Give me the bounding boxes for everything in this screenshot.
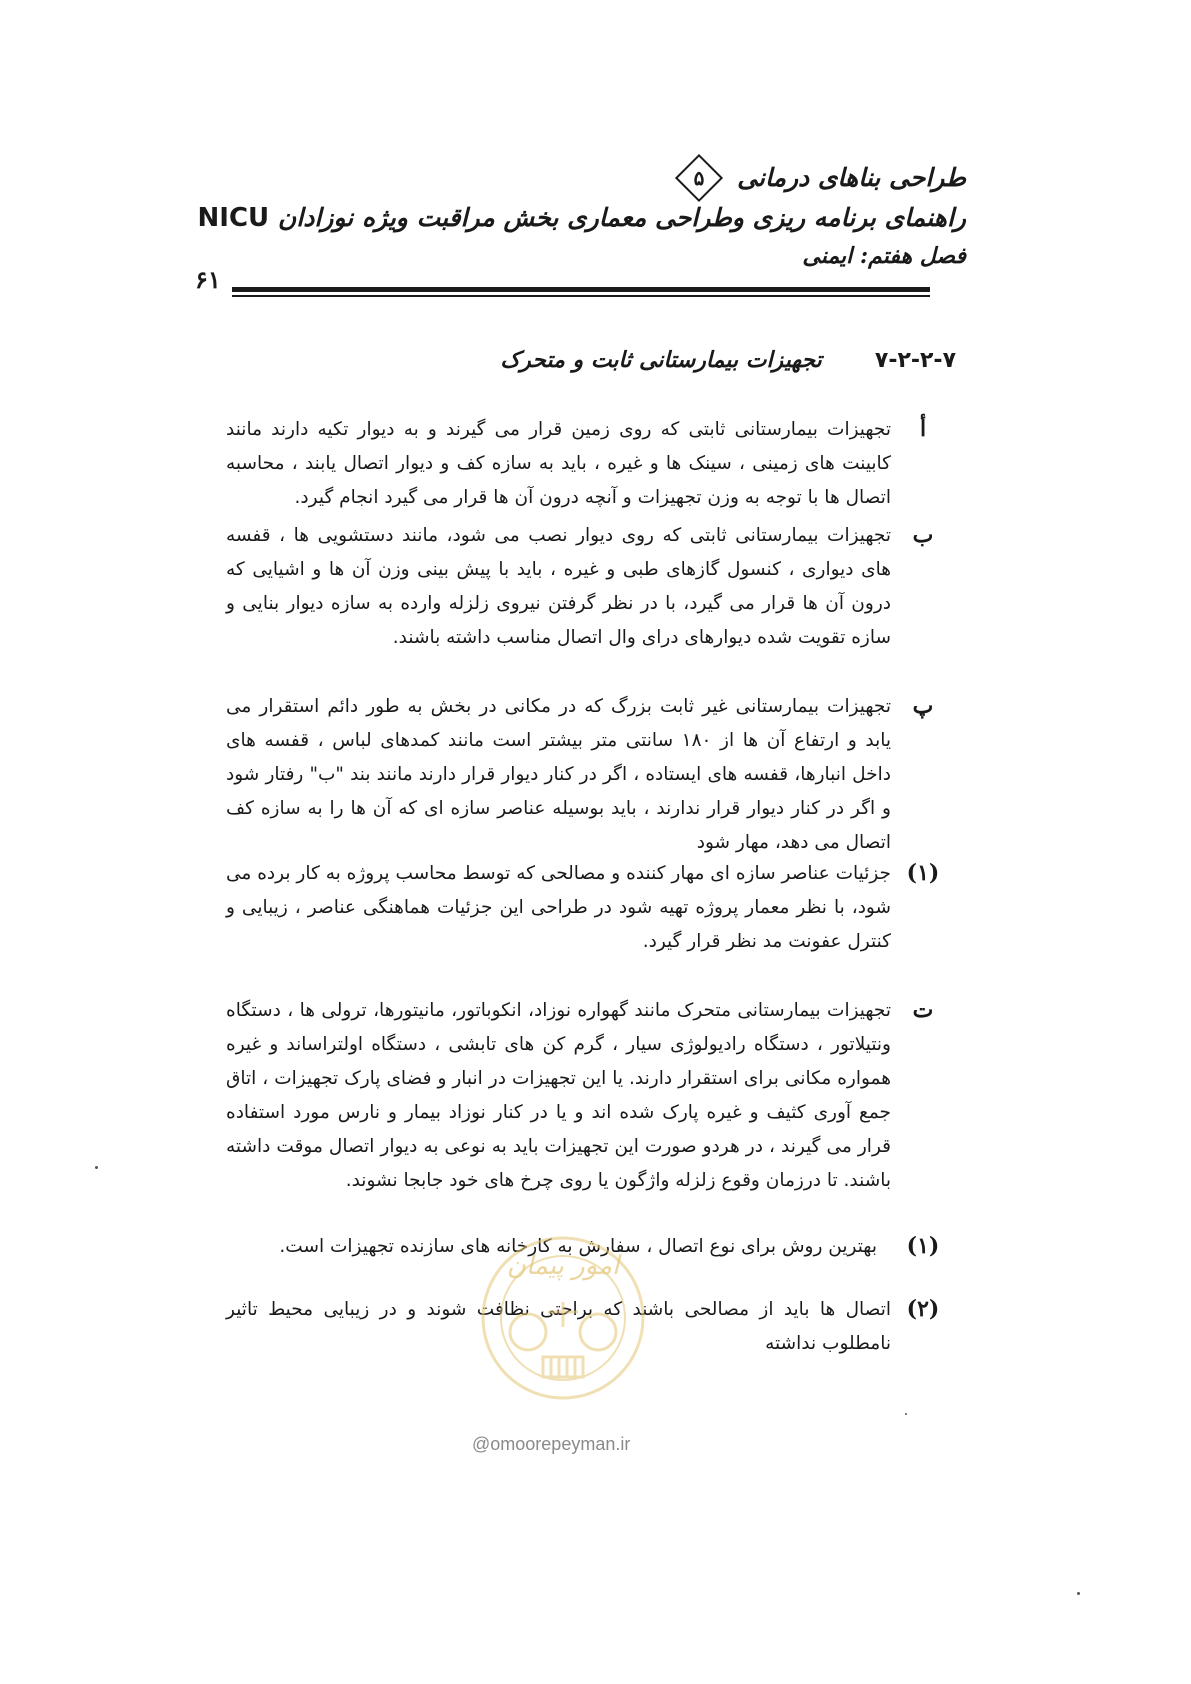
book-subtitle: راهنمای برنامه ریزی وطراحی معماری بخش مراقبت ویژه نوزادان — [277, 202, 966, 232]
paragraph-text: تجهیزات بیمارستانی غیر ثابت بزرگ که در مکانی در بخش به طور دائم استقرار می یابد و ارتفاع آن ها از ۱۸۰ سانتی متر بیشتر است مانند کمدهای لباس ، قفسه های داخل انبارها، قفسه های ایستاده ، اگر در کنار دیوار قرار دارند مانند بند "ب" رفتار شود و اگر در کنار دیوار قرار ندارند ، باید بوسیله عناصر سازه ای که آن ها را به سازه کف اتصال می دهد، مهار شود — [226, 696, 892, 853]
scales-icon — [548, 1302, 578, 1327]
item-marker: (۲) — [906, 1296, 940, 1322]
paragraph-item — [226, 690, 934, 860]
section-heading — [236, 347, 956, 373]
header-rule-thin — [232, 295, 930, 297]
paragraph-item — [226, 519, 934, 655]
series-title-line — [66, 162, 966, 197]
paragraph-text: اتصال ها باید از مصالحی باشند که براحتی نظافت شوند و در زیبایی محیط تاثیر نامطلوب نداشته — [226, 1299, 891, 1354]
paragraph-text: تجهیزات بیمارستانی ثابتی که روی زمین قرار می گیرند و به دیوار تکیه دارند مانند کابینت های زمینی ، سینک ها و غیره ، باید به سازه کف و دیوار اتصال یابند ، محاسبه اتصال ها با توجه به وزن تجهیزات و آنچه درون آن ها قرار می گیرد انجام گیرد. — [226, 419, 891, 508]
paragraph-text: تجهیزات بیمارستانی متحرک مانند گهواره نوزاد، انکوباتور، مانیتورها، ترولی ها ، دستگاه ونتیلاتور ، دستگاه رادیولوژی سیار ، گرم کن های تابشی ، دستگاه اولتراساند و غیره همواره مکانی برای استقرار دارند. یا این تجهیزات در انبار و فضای پارک تجهیزات ، اتاق جمع آوری کثیف و غیره پارک شده اند و یا در کنار نوزاد بیمار و نارس مورد استفاده قرار می گیرند ، در هردو صورت این تجهیزات باید به نوعی به دیوار اتصال موقت داشته باشند. تا درزمان وقوع زلزله واژگون یا روی چرخ های خود جابجا نشوند. — [226, 1000, 891, 1191]
item-marker: (۱) — [906, 1233, 940, 1259]
paragraph-text: تجهیزات بیمارستانی ثابتی که روی دیوار نصب می شود، مانند دستشویی ها ، قفسه های دیواری ، کنسول گازهای طبی و غیره ، باید با پیش بینی وزن آن ها و اشیایی که درون آن ها قرار می گیرد، با در نظر گرفتن نیروی زلزله وارده به سازه دیوار بنایی و سازه تقویت شده دیوارهای درای وال اتصال مناسب داشته باشند. — [226, 525, 891, 648]
watermark-text: امور پیمان — [506, 1251, 620, 1281]
paragraph-item — [226, 857, 940, 959]
item-marker: ت — [912, 997, 934, 1023]
paragraph-item — [226, 994, 934, 1198]
paragraph-text: جزئیات عناصر سازه ای مهار کننده و مصالحی که توسط محاسب پروژه به کار برده می شود، با نظر معمار پروژه تهیه شود در طراحی این جزئیات هماهنگی عناصر ، زیبایی و کنترل عفونت مد نظر قرار گیرد. — [226, 863, 891, 952]
page-number: ۶۱ — [195, 265, 221, 294]
running-header — [66, 162, 966, 273]
building-icon — [543, 1357, 583, 1377]
scan-speck — [95, 1166, 98, 1169]
scan-speck — [905, 1413, 907, 1415]
paragraph-text: بهترین روش برای نوع اتصال ، سفارش به کارخانه های سازنده تجهیزات است. — [279, 1236, 877, 1257]
watermark-site: @omoorepeyman.ir — [472, 1434, 631, 1454]
gear-right-icon — [580, 1314, 616, 1350]
item-marker: ب — [912, 522, 934, 548]
watermark-seal — [448, 1232, 678, 1404]
section-number: ۷-۲-۲-۷ — [874, 347, 956, 373]
header-rule — [232, 287, 930, 292]
volume-badge — [675, 153, 723, 201]
series-title: طراحی بناهای درمانی — [737, 163, 966, 192]
chapter-title: فصل هفتم: ایمنی — [802, 242, 966, 269]
paragraph-item — [226, 413, 927, 515]
volume-number: ۵ — [694, 165, 705, 190]
item-marker: (۱) — [906, 860, 940, 886]
gear-left-icon — [510, 1314, 546, 1350]
scan-speck — [1077, 1592, 1080, 1595]
book-subtitle-line — [66, 197, 966, 239]
subtitle-acronym: NICU — [197, 202, 270, 233]
item-marker: پ — [912, 693, 934, 719]
item-marker: أ — [919, 416, 927, 442]
section-title: تجهیزات بیمارستانی ثابت و متحرک — [500, 347, 822, 373]
